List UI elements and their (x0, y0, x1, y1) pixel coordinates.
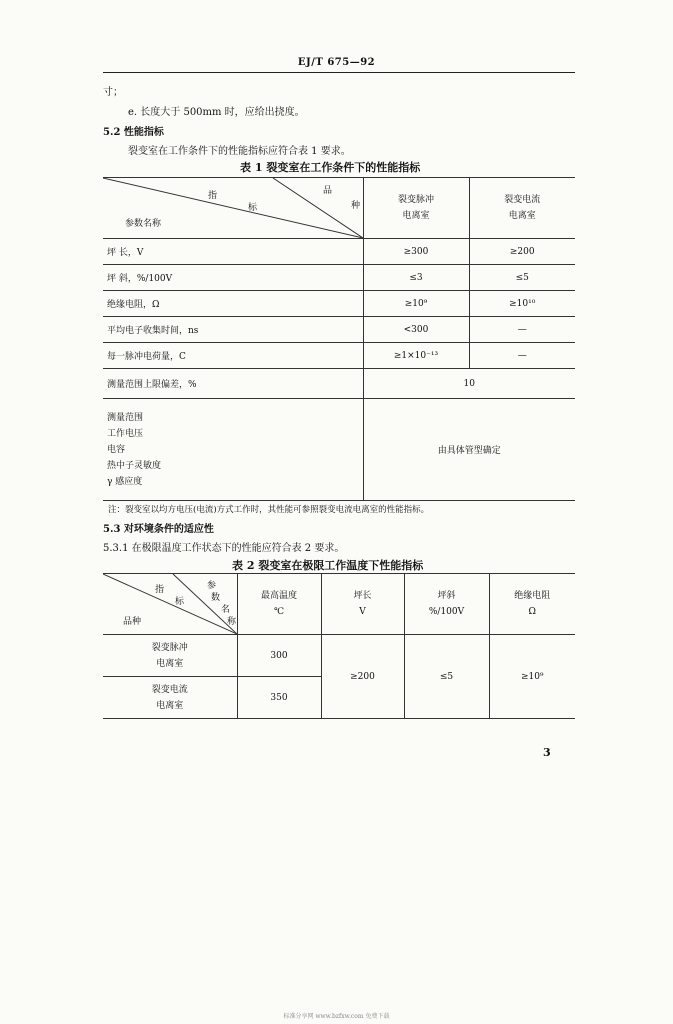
table-row (103, 635, 575, 677)
row-temp: 300 (237, 635, 321, 677)
table-row (103, 317, 575, 343)
row-value-pulse: ≥300 (363, 239, 469, 265)
table2-header-row (103, 574, 575, 635)
section-5-2-text: 裂变室在工作条件下的性能指标应符合表 1 要求。 (128, 146, 351, 157)
misc-value: 由具体管型确定 (363, 399, 575, 501)
col-header-pulse: 裂变脉冲 电离室 (363, 178, 469, 239)
row-name: 平均电子收集时间，ns (103, 317, 363, 343)
row-value-current: — (469, 317, 575, 343)
row-value-pulse: ≤3 (363, 265, 469, 291)
row-name: 坪 斜，%/100V (103, 265, 363, 291)
row-temp: 350 (237, 677, 321, 719)
row-name: 坪 长，V (103, 239, 363, 265)
slope-value: ≤5 (404, 635, 489, 719)
document-header: EJ/T 675—92 (297, 57, 376, 68)
col-header-plateau: 坪长 V (321, 574, 404, 635)
table-1 (103, 177, 575, 501)
corner-shu: 参 (207, 581, 217, 591)
table2-corner-cell (103, 574, 237, 635)
item-e: e. 长度大于 500mm 时，应给出挠度。 (128, 107, 305, 118)
table-row-deviation (103, 369, 575, 399)
row-name: 裂变脉冲 电离室 (103, 635, 237, 677)
row-value-pulse: ≥1×10⁻¹³ (363, 343, 469, 369)
deviation-value: 10 (363, 369, 575, 399)
row-name: 测量范围上限偏差，% (103, 369, 363, 399)
col-header-current: 裂变电流 电离室 (469, 178, 575, 239)
row-value-pulse: <300 (363, 317, 469, 343)
header-rule (103, 72, 575, 73)
table1-caption: 表 1 裂变室在工作条件下的性能指标 (240, 161, 421, 174)
table-row (103, 265, 575, 291)
row-value-pulse: ≥10⁹ (363, 291, 469, 317)
row-value-current: — (469, 343, 575, 369)
corner-pin: 品 (323, 186, 333, 196)
table-row (103, 343, 575, 369)
corner-shu2: 数 (211, 593, 221, 603)
col-header-resist: 绝缘电阻 Ω (489, 574, 575, 635)
footer-watermark: 标准分享网 www.bzfxw.com 免费下载 (283, 1013, 390, 1020)
corner-biao: 标 (248, 203, 258, 213)
table1-corner-cell (103, 178, 363, 239)
section-5-3-1-text: 5.3.1 在极限温度工作状态下的性能应符合表 2 要求。 (103, 543, 345, 554)
page-number: 3 (543, 746, 551, 759)
corner-biao: 标 (175, 597, 185, 607)
table-row-misc (103, 399, 575, 501)
corner-zhi: 指 (155, 585, 165, 595)
table1-note: 注：裂变室以均方电压(电流)方式工作时，其性能可参照裂变电流电离室的性能指标。 (108, 505, 430, 515)
resist-value: ≥10⁹ (489, 635, 575, 719)
table2-caption: 表 2 裂变室在极限工作温度下性能指标 (232, 559, 424, 572)
col-header-temp: 最高温度 ℃ (237, 574, 321, 635)
text-fragment: 寸； (103, 87, 123, 98)
table-row (103, 291, 575, 317)
row-name: 每一脉冲电荷量，C (103, 343, 363, 369)
table-2 (103, 573, 575, 719)
corner-zhi: 指 (208, 191, 218, 201)
corner-pin: 品种 (123, 617, 142, 627)
corner-param: 参数名称 (125, 219, 162, 229)
row-name: 裂变电流 电离室 (103, 677, 237, 719)
corner-ming: 名 (221, 605, 231, 615)
row-name: 绝缘电阻，Ω (103, 291, 363, 317)
section-5-2-heading: 5.2 性能指标 (103, 127, 164, 138)
corner-cheng: 称 (227, 617, 237, 627)
table1-header-row (103, 178, 575, 239)
plateau-value: ≥200 (321, 635, 404, 719)
row-value-current: ≥200 (469, 239, 575, 265)
col-header-slope: 坪斜 %/100V (404, 574, 489, 635)
row-value-current: ≥10¹⁰ (469, 291, 575, 317)
misc-params: 测量范围 工作电压 电容 热中子灵敏度 γ 感应度 (103, 399, 363, 501)
corner-zhong: 种 (351, 201, 361, 211)
row-value-current: ≤5 (469, 265, 575, 291)
section-5-3-heading: 5.3 对环境条件的适应性 (103, 524, 214, 535)
table-row (103, 239, 575, 265)
